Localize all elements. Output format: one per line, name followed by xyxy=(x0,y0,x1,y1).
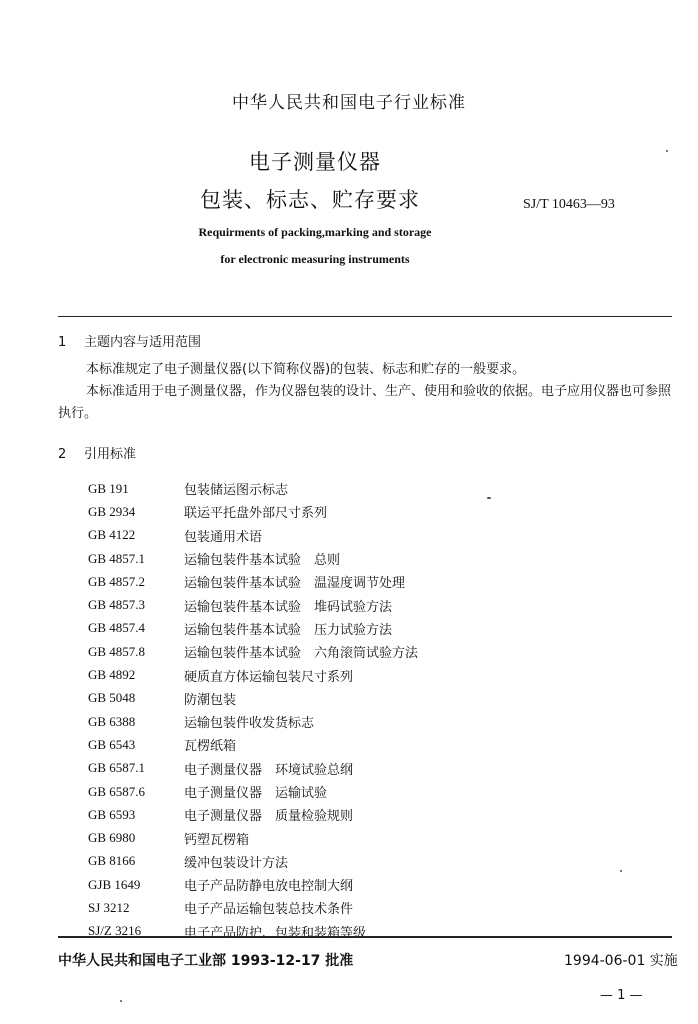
reference-item xyxy=(88,547,588,570)
reference-item xyxy=(88,663,588,686)
reference-item xyxy=(88,873,588,896)
scan-speck xyxy=(666,150,668,152)
footer-divider xyxy=(58,936,672,938)
reference-code: SJ/Z 3216 xyxy=(88,923,142,939)
reference-item xyxy=(88,757,588,780)
reference-title: 防潮包装 xyxy=(184,692,237,708)
reference-code: GB 5048 xyxy=(88,690,136,706)
section-1-title: 主题内容与适用范围 xyxy=(84,335,202,350)
reference-code: GB 4892 xyxy=(88,667,136,683)
section-1-paragraph-1: 本标准规定了电子测量仪器(以下简称仪器)的包装、标志和贮存的一般要求。 xyxy=(86,362,526,377)
reference-code: GB 4857.1 xyxy=(88,550,146,566)
reference-code: GB 4857.3 xyxy=(88,597,146,613)
scan-speck xyxy=(620,870,622,872)
reference-item xyxy=(88,617,588,640)
reference-title: 运输包装件收发货标志 xyxy=(184,716,315,732)
reference-item xyxy=(88,826,588,849)
standard-code: SJ/T 10463—93 xyxy=(523,197,615,212)
reference-title: 电子测量仪器 质量检验规则 xyxy=(184,809,354,825)
section-2-title: 引用标准 xyxy=(84,447,137,462)
implementation-date: 1994-06-01 实施 xyxy=(564,953,678,969)
reference-item xyxy=(88,920,588,943)
reference-item xyxy=(88,710,588,733)
section-1-paragraph-2: 本标准适用于电子测量仪器，作为仪器包装的设计、生产、使用和验收的依据。电子应用仪器也可参照执行。 xyxy=(58,384,672,421)
reference-title: 硬质直方体运输包装尺寸系列 xyxy=(184,669,354,685)
reference-item xyxy=(88,896,588,919)
page-number: — 1 — xyxy=(600,988,643,1003)
reference-code: GB 4122 xyxy=(88,527,136,543)
section-2-heading xyxy=(58,443,136,462)
scan-speck xyxy=(487,497,491,499)
reference-code: GJB 1649 xyxy=(88,876,141,892)
document-title-line2: 包装、标志、贮存要求 xyxy=(200,188,420,212)
reference-code: GB 6543 xyxy=(88,736,136,752)
document-title-line1: 电子测量仪器 xyxy=(249,150,381,174)
reference-title: 电子产品防护、包装和装箱等级 xyxy=(184,925,367,941)
reference-title: 运输包装件基本试验 堆码试验方法 xyxy=(184,599,393,615)
reference-item xyxy=(88,593,588,616)
reference-code: GB 6980 xyxy=(88,830,136,846)
reference-code: GB 2934 xyxy=(88,503,136,519)
reference-code: GB 6388 xyxy=(88,713,136,729)
reference-item xyxy=(88,500,588,523)
reference-title: 联运平托盘外部尺寸系列 xyxy=(184,506,328,522)
approval-statement: 中华人民共和国电子工业部 1993-12-17 批准 xyxy=(58,953,354,969)
reference-title: 运输包装件基本试验 压力试验方法 xyxy=(184,622,393,638)
reference-title: 运输包装件基本试验 总则 xyxy=(184,553,341,569)
reference-title: 电子产品运输包装总技术条件 xyxy=(184,902,354,918)
reference-title: 缓冲包装设计方法 xyxy=(184,855,289,871)
reference-code: GB 8166 xyxy=(88,853,136,869)
reference-title: 运输包装件基本试验 六角滚筒试验方法 xyxy=(184,646,419,662)
reference-item xyxy=(88,780,588,803)
standard-category-title: 中华人民共和国电子行业标准 xyxy=(232,93,466,113)
reference-item xyxy=(88,570,588,593)
reference-item xyxy=(88,524,588,547)
reference-code: GB 4857.4 xyxy=(88,620,146,636)
section-2-number: 2 xyxy=(58,447,67,462)
reference-list xyxy=(88,477,588,943)
reference-title: 电子产品防静电放电控制大纲 xyxy=(184,879,354,895)
reference-code: GB 4857.2 xyxy=(88,573,146,589)
reference-code: GB 4857.8 xyxy=(88,643,146,659)
section-1-heading xyxy=(58,331,201,350)
reference-title: 电子测量仪器 运输试验 xyxy=(184,786,328,801)
reference-item xyxy=(88,687,588,710)
english-title-line1: Requirments of packing,marking and storage xyxy=(198,225,432,239)
reference-code: SJ 3212 xyxy=(88,899,130,915)
reference-title: 瓦楞纸箱 xyxy=(184,739,237,755)
reference-code: GB 6587.6 xyxy=(88,783,146,799)
reference-title: 钙塑瓦楞箱 xyxy=(184,832,250,848)
reference-code: GB 6587.1 xyxy=(88,760,146,776)
english-title-line2: for electronic measuring instruments xyxy=(220,252,410,266)
reference-item xyxy=(88,850,588,873)
reference-title: 包装通用术语 xyxy=(184,529,263,545)
scan-speck xyxy=(120,1000,122,1002)
reference-code: GB 6593 xyxy=(88,806,136,822)
reference-title: 电子测量仪器 环境试验总纲 xyxy=(184,762,354,778)
header-divider xyxy=(58,316,672,317)
reference-item xyxy=(88,640,588,663)
reference-item xyxy=(88,803,588,826)
reference-code: GB 191 xyxy=(88,480,129,496)
reference-title: 包装储运图示标志 xyxy=(184,483,289,499)
section-1-number: 1 xyxy=(58,335,67,350)
reference-title: 运输包装件基本试验 温湿度调节处理 xyxy=(184,576,406,592)
reference-item xyxy=(88,477,588,500)
reference-item xyxy=(88,733,588,756)
